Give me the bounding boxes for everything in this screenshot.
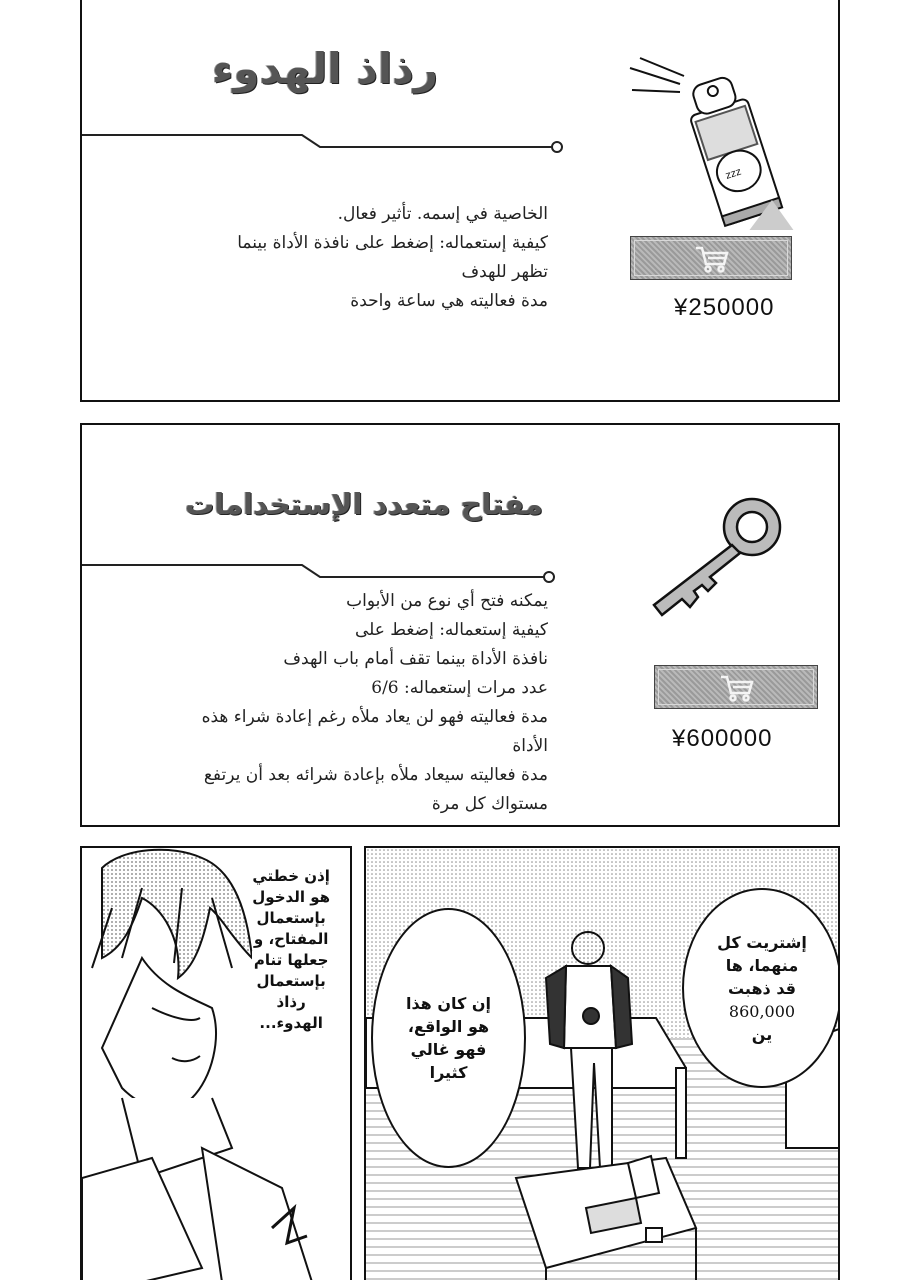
narration-text [250, 866, 332, 1034]
description-line: يمكنه فتح أي نوع من الأبواب [346, 591, 548, 611]
bubble-line: منهما، ها [725, 955, 799, 975]
svg-text:zzz: zzz [724, 166, 743, 182]
bubble-line: هو الواقع، [407, 1017, 490, 1036]
description-line: مدة فعاليته هي ساعة واحدة [350, 291, 548, 311]
description-line: الأداة [512, 736, 548, 756]
bubble-line: كثيرا [429, 1063, 468, 1082]
narration-line: بإستعمال [256, 972, 326, 990]
title-divider [82, 555, 572, 585]
narration-line: الهدوء... [259, 1014, 323, 1032]
bubble-line: إن كان هذا [405, 994, 492, 1013]
description-line: كيفية إستعماله: إضغط على [354, 620, 548, 640]
shopping-cart-icon [695, 245, 729, 273]
shop-item-panel-spray [80, 0, 840, 402]
bubble-line: 860,000 [728, 1001, 796, 1021]
key-icon [642, 495, 792, 625]
manga-panel-closeup [80, 846, 352, 1280]
item-price: ¥600000 [672, 725, 773, 752]
item-title: مفتاح متعدد الإستخدامات [185, 487, 543, 521]
bubble-line: إشتريت كل [717, 932, 807, 952]
buy-button[interactable] [654, 665, 818, 709]
narration-line: جعلها تنام [253, 951, 329, 969]
shopping-cart-icon [720, 674, 754, 702]
narration-line: بإستعمال [256, 909, 326, 927]
narration-line: رذاذ [276, 993, 306, 1011]
speech-bubble-right [682, 888, 840, 1088]
description-line: عدد مرات إستعماله: 6/6 [371, 678, 548, 698]
title-divider [82, 125, 572, 155]
bubble-line: قد ذهبت [727, 978, 797, 998]
item-title: رذاذ الهدوء [211, 44, 438, 93]
narration-line: إذن خطتي [252, 867, 330, 885]
description-line: مستواك كل مرة [431, 794, 548, 814]
description-line: الخاصية في إسمه. تأثير فعال. [337, 204, 548, 224]
description-line: كيفية إستعماله: إضغط على نافذة الأداة بينما [237, 233, 548, 253]
description-line: مدة فعاليته سيعاد ملأه بإعادة شرائه بعد أن يرتفع [203, 765, 548, 785]
item-description [202, 587, 548, 819]
speech-bubble-center [371, 908, 526, 1168]
description-line: تظهر للهدف [461, 262, 548, 282]
item-price: ¥250000 [674, 294, 775, 321]
bubble-line: ين [751, 1024, 773, 1044]
spray-can-icon [622, 50, 802, 230]
shop-item-panel-key [80, 423, 840, 827]
buy-button[interactable] [630, 236, 792, 280]
bubble-line: فهو غالي [410, 1040, 487, 1059]
manga-panel-room [364, 846, 840, 1280]
narration-line: هو الدخول [252, 888, 330, 906]
description-line: نافذة الأداة بينما تقف أمام باب الهدف [283, 649, 548, 669]
description-line: مدة فعاليته فهو لن يعاد ملأه رغم إعادة شراء هذه [201, 707, 548, 727]
item-description [237, 200, 548, 316]
narration-line: المفتاح، و [253, 930, 329, 948]
